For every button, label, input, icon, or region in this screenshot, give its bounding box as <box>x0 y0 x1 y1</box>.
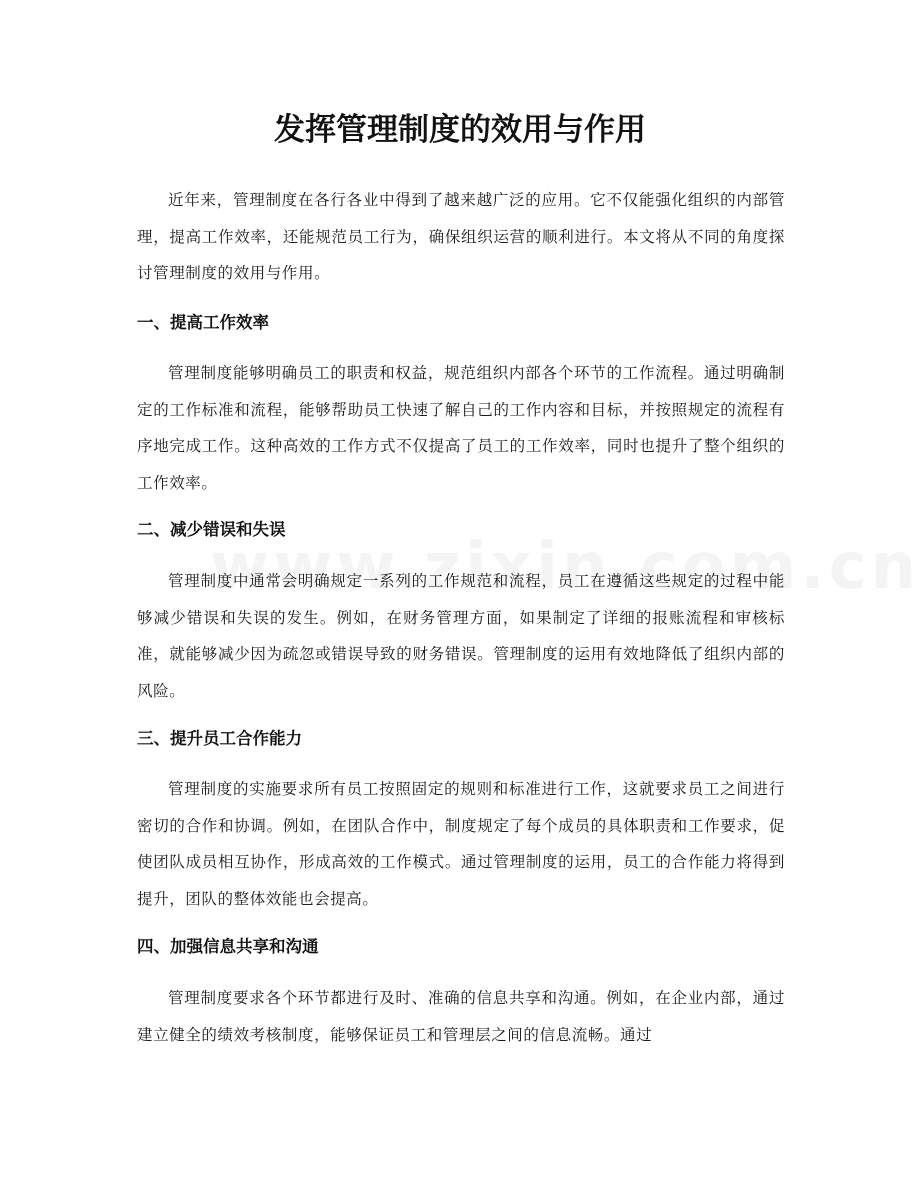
section-body-2: 管理制度中通常会明确规定一系列的工作规范和流程，员工在遵循这些规定的过程中能够减少错误和失误的发生。例如，在财务管理方面，如果制定了详细的报账流程和审核标准，就能够减少因为疏忽或错误导致的财务错误。管理制度的运用有效地降低了组织内部的风险。 <box>137 572 785 700</box>
intro-paragraph: 近年来，管理制度在各行各业中得到了越来越广泛的应用。它不仅能强化组织的内部管理，提高工作效率，还能规范员工行为，确保组织运营的顺利进行。本文将从不同的角度探讨管理制度的效用与作用。 <box>137 191 785 282</box>
section-body-3: 管理制度的实施要求所有员工按照固定的规则和标准进行工作，这就要求员工之间进行密切的合作和协调。例如，在团队合作中，制度规定了每个成员的具体职责和工作要求，促使团队成员相互协作，形成高效的工作模式。通过管理制度的运用，员工的合作能力将得到提升，团队的整体效能也会提高。 <box>137 780 785 908</box>
section-heading-3: 三、提升员工合作能力 <box>137 729 302 748</box>
section-heading-4: 四、加强信息共享和沟通 <box>137 937 319 956</box>
section-heading-1: 一、提高工作效率 <box>137 313 269 332</box>
section-body-4: 管理制度要求各个环节都进行及时、准确的信息共享和沟通。例如，在企业内部，通过建立健全的绩效考核制度，能够保证员工和管理层之间的信息流畅。通过 <box>137 989 785 1044</box>
section-body-1: 管理制度能够明确员工的职责和权益，规范组织内部各个环节的工作流程。通过明确制定的工作标准和流程，能够帮助员工快速了解自己的工作内容和目标，并按照规定的流程有序地完成工作。这种高效的工作方式不仅提高了员工的工作效率，同时也提升了整个组织的工作效率。 <box>137 364 785 492</box>
document-title: 发挥管理制度的效用与作用 <box>274 112 646 148</box>
section-heading-2: 二、减少错误和失误 <box>137 520 286 539</box>
